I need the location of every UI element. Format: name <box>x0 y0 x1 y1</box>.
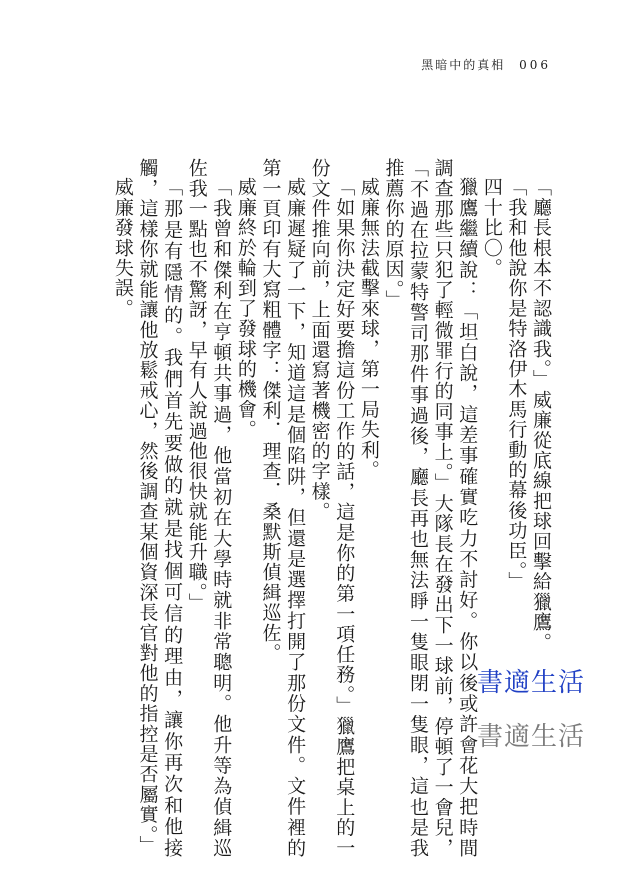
paragraph-4: 獵鷹繼續說：「坦白說，這差事確實吃力不討好。你以後或許會花大把時間調查那些只犯了輕微罪行的同事上。」大隊長在發出下一球前，停頓了一會兒，「不過在拉蒙特警司那件事過後，廳長再也無法睜一隻眼閉一隻眼，這也是我推薦你的原因。」 <box>382 158 479 858</box>
running-header <box>421 56 551 73</box>
paragraph-7: 威廉遲疑了一下，知道這是個陷阱，但還是選擇打開了那份文件。文件裡的第一頁印有大寫粗體字：傑利．理查．桑默斯偵緝巡佐。 <box>259 158 307 858</box>
page-number: 006 <box>519 58 551 72</box>
paragraph-10: 「那是有隱情的。我們首先要做的就是找個可信的理由，讓你再次和他接觸，這樣你就能讓他放鬆戒心，然後調查某個資深長官對他的指控是否屬實。」 <box>136 158 184 858</box>
paragraph-3: 四十比〇。 <box>480 177 503 278</box>
paragraph-11: 威廉發球失誤。 <box>111 177 134 319</box>
paragraph-8: 威廉終於輪到了發球的機會。 <box>234 177 257 440</box>
paragraph-6: 「如果你決定好要擔這份工作的話，這是你的第一項任務。」獵鷹把桌上的一份文件推向前，上面還寫著機密的字樣。 <box>308 158 356 858</box>
watermark-logo-primary: 書適生活 <box>476 668 585 698</box>
paragraph-1: 「廳長根本不認識我。」威廉從底線把球回擊給獵鷹。 <box>530 177 552 653</box>
paragraph-2: 「我和他說你是特洛伊木馬行動的幕後功臣。」 <box>505 177 528 592</box>
paragraph-5: 威廉無法截擊來球，第一局失利。 <box>357 177 380 480</box>
watermark-logo-secondary: 書適生活 <box>476 722 585 752</box>
paragraph-9: 「我曾和傑利在亨頓共事過，他當初在大學時就非常聰明。他升等為偵緝巡佐我一點也不驚訝，早有人說過他很快就能升職。」 <box>185 158 233 858</box>
book-title: 黑暗中的真相 <box>421 58 506 72</box>
body-text <box>53 158 553 858</box>
